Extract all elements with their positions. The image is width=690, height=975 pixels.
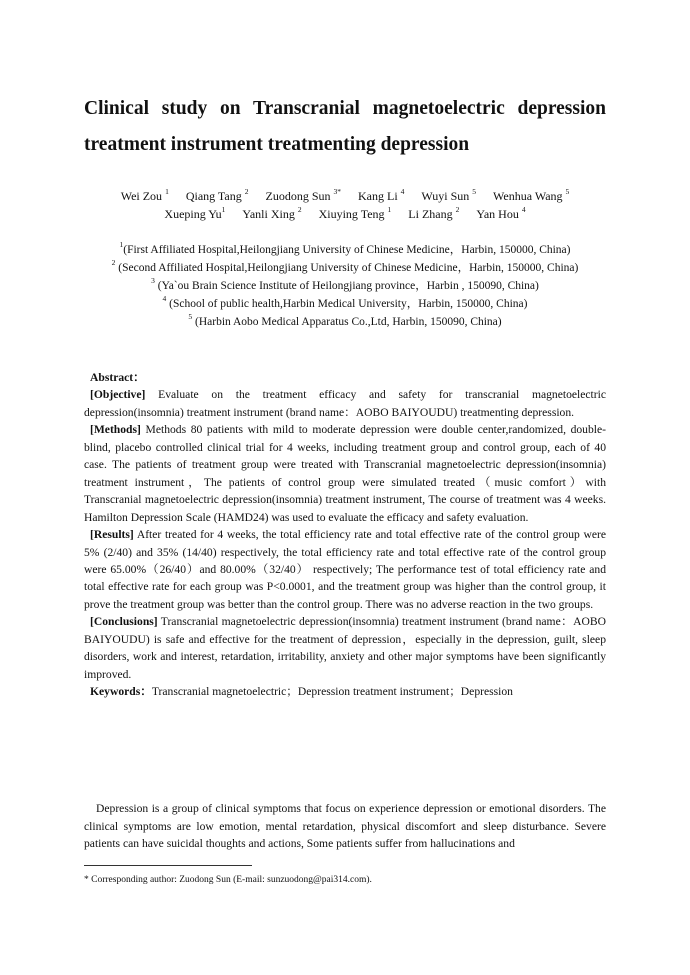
author — [186, 189, 249, 204]
affiliation-text: (School of public health,Harbin Medical University，Harbin, 150000, China) — [169, 298, 528, 310]
author-name: Qiang Tang — [185, 189, 242, 203]
author — [242, 207, 301, 222]
conclusions-label: [Conclusions] — [90, 615, 158, 629]
results-text: After treated for 4 weeks, the total efficiency rate and total effective rate of the control group were 5% (2/40) and 35% (14/40) respectively, the total efficiency rate and total effective rate of the control group were 65.00%（26/40）and 80.00%（32/40） respectively; The performance test of total efficiency rate and total effective rate for each group was P<0.0001, and the treatment group was higher than the control group, it prove the treatment group was better than the control group. There was no adverse reaction in the two groups. — [84, 528, 606, 611]
author-list-row-2 — [84, 207, 606, 222]
affiliation-text: (Second Affiliated Hospital,Heilongjiang University of Chinese Medicine，Harbin, 150000, China) — [118, 262, 579, 274]
author-sup: 1 — [387, 205, 392, 214]
author-sup: 2 — [244, 187, 249, 196]
abstract-methods — [84, 421, 606, 526]
affiliation-sup: 4 — [162, 294, 167, 304]
author-sup: 4 — [400, 187, 405, 196]
keywords-label: Keywords： — [90, 685, 152, 699]
author-name: Wenhua Wang — [493, 189, 563, 203]
abstract-objective — [84, 386, 606, 421]
author-name: Yan Hou — [476, 207, 519, 221]
methods-label: [Methods] — [90, 423, 141, 437]
affiliation-sup: 3 — [151, 276, 155, 286]
abstract-heading-label: Abstract： — [90, 371, 145, 384]
affiliation-text: (First Affiliated Hospital,Heilongjiang University of Chinese Medicine，Harbin, 150000, China) — [123, 244, 571, 256]
author-sup: 3* — [333, 187, 342, 196]
intro-paragraph: Depression is a group of clinical symptoms that focus on experience depression or emotional disorders. The clinical symptoms are low emotion, mental retardation, physical discomfort and sleep disturbance. Severe patients can have suicidal thoughts and actions, Some patients suffer from hallucinations and — [84, 802, 606, 851]
abstract-results — [84, 526, 606, 613]
abstract-conclusions — [84, 613, 606, 683]
author — [121, 189, 169, 204]
affiliation-text: (Harbin Aobo Medical Apparatus Co.,Ltd, Harbin, 150090, China) — [195, 316, 502, 328]
abstract-keywords — [84, 683, 606, 700]
abstract-section — [84, 369, 606, 701]
objective-text: Evaluate on the treatment efficacy and safety for transcranial magnetoelectric depression(insomnia) treatment instrument (brand name：AOBO BAIYOUDU) treatmenting depression. — [84, 388, 606, 419]
author-name: Xiuying Teng — [318, 207, 385, 221]
author — [164, 207, 225, 222]
corresponding-author-footnote — [84, 874, 606, 887]
affiliation-text: (Ya`ou Brain Science Institute of Heilongjiang province，Harbin , 150090, China) — [157, 280, 539, 292]
author-sup: 1 — [221, 205, 226, 214]
author-sup: 2 — [455, 205, 460, 214]
author — [421, 189, 476, 204]
paper-title-line-2: treatment instrument treatmenting depression — [84, 134, 470, 155]
author-name: Li Zhang — [408, 207, 453, 221]
author — [319, 207, 392, 222]
author-name: Wei Zou — [120, 189, 163, 203]
footnote-divider — [84, 865, 252, 866]
author-sup: 2 — [297, 205, 302, 214]
results-label: [Results] — [90, 528, 134, 542]
affiliation — [84, 258, 606, 275]
author — [476, 207, 525, 222]
affiliation — [84, 294, 606, 311]
author — [493, 189, 569, 204]
author-name: Xueping Yu — [164, 207, 222, 221]
author-name: Yanli Xing — [242, 207, 295, 221]
affiliation-sup: 1 — [119, 240, 124, 250]
author-name: Wuyi Sun — [421, 189, 470, 203]
author — [266, 189, 342, 204]
author-sup: 5 — [472, 187, 477, 196]
author-list-row-1 — [84, 189, 606, 204]
objective-label: [Objective] — [90, 388, 146, 402]
author-name: Zuodong Sun — [265, 189, 331, 203]
author-sup: 5 — [565, 187, 570, 196]
conclusions-text: Transcranial magnetoelectric depression(insomnia) treatment instrument (brand name：AOBO BAIYOUDU) is safe and effective for the treatment of depression，especially in the depression, guilt, sleep disorders, work and interest, retardation, irritability, anxiety and other major symptoms have been significantly improved. — [84, 615, 606, 681]
abstract-heading — [84, 369, 606, 386]
author — [358, 189, 404, 204]
footnote-text: Corresponding author: Zuodong Sun (E-mail: sunzuodong@pai314.com). — [91, 875, 372, 885]
paper-title-line-1: Clinical study on Transcranial magnetoelectric depression — [84, 98, 606, 119]
keywords-text: Transcranial magnetoelectric；Depression treatment instrument；Depression — [151, 685, 513, 699]
author — [408, 207, 459, 222]
affiliation — [84, 240, 606, 257]
footnote-marker: * — [84, 875, 89, 885]
affiliation-sup: 5 — [188, 312, 193, 322]
author-sup: 4 — [521, 205, 526, 214]
author-sup: 1 — [165, 187, 169, 196]
author-name: Kang Li — [358, 189, 398, 203]
affiliation — [84, 312, 606, 329]
affiliation-sup: 2 — [111, 258, 116, 268]
methods-text: Methods 80 patients with mild to moderate depression were double center,randomized, double-blind, placebo controlled clinical trial for 4 weeks, including treatment group and control group, each of 40 case. The patients of treatment group were treated with Transcranial magnetoelectric depression(insomnia) treatment instrument，The patients of control group were simulated treated（music comfort）with Transcranial magnetoelectric depression(insomnia) treatment instrument, The course of treatment was 4 weeks. Hamilton Depression Scale (HAMD24) was used to evaluate the efficacy and safety evaluation. — [84, 423, 606, 524]
affiliation — [84, 276, 606, 293]
